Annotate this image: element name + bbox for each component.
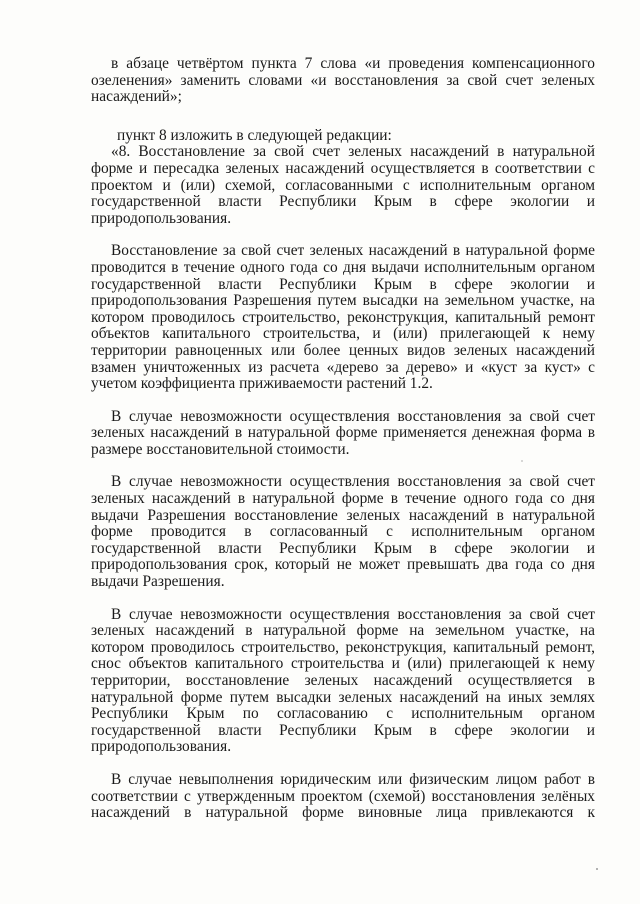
paragraph-non-fulfilment: В случае невыполнения юридическим или физическим лицом работ в соответствии с утвержденным проектом (схемой) восстановления зелёных насаждений в натуральной форме виновные лица привлекаются к — [91, 770, 595, 822]
paragraph-other-lands: В случае невозможности осуществления восстановления за свой счет зеленых насаждений в натуральной форме на земельном участке, на котором проводилось строительство, реконструкция, капитальный ремонт, снос объектов капитального строительства и (или) прилегающей к нему территории, восстановление зеленых насаждений осуществляется в натуральной форме путем высадки зеленых насаждений на иных землях Республики Крым по согласованию с исполнительным органом государственной власти Республики Крым в сфере экологии и природопользования. — [91, 605, 595, 756]
paragraph-point-8-intro: пункт 8 изложить в следующей редакции: — [117, 126, 392, 144]
paragraph-natural-restoration: Восстановление за свой счет зеленых насаждений в натуральной форме проводится в течение одного года со дня выдачи исполнительным органом государственной власти Республики Крым в сфере экологии и природопользования Разрешения путем высадки на земельном участке, на котором проводилось строительство, реконструкция, капитальный ремонт объектов капитального строительства, и (или) прилегающей к нему территории равноценных или более ценных видов зеленых насаждений взамен уничтоженных из расчета «дерево за дерево» и «куст за куст» с учетом коэффициента приживаемости растений 1.2. — [91, 242, 595, 393]
scan-speck — [596, 868, 598, 870]
document-body — [91, 56, 595, 822]
paragraph-point-8-text: «8. Восстановление за свой счет зеленых насаждений в натуральной форме и пересадка зеленых насаждений осуществляется в соответствии с проектом и (или) схемой, согласованными с исполнительным органом государственной власти Республики Крым в сфере экологии и природопользования. — [91, 143, 595, 227]
scan-speck — [521, 460, 523, 462]
paragraph-amend-point-7: в абзаце четвёртом пункта 7 слова «и проведения компенсационного озеленения» заменить словами «и восстановления за свой счет зеленых насаждений»; — [91, 55, 595, 106]
paragraph-extended-term: В случае невозможности осуществления восстановления за свой счет зеленых насаждений в натуральной форме в течение одного года со дня выдачи Разрешения восстановление зеленых насаждений в натуральной форме проводится в согласованный с исполнительным органом государственной власти Республики Крым в сфере экологии и природопользования срок, который не может превышать два года со дня выдачи Разрешения. — [91, 473, 595, 591]
paragraph-monetary-form: В случае невозможности осуществления восстановления за свой счет зеленых насаждений в натуральной форме применяется денежная форма в размере восстановительной стоимости. — [91, 407, 595, 458]
